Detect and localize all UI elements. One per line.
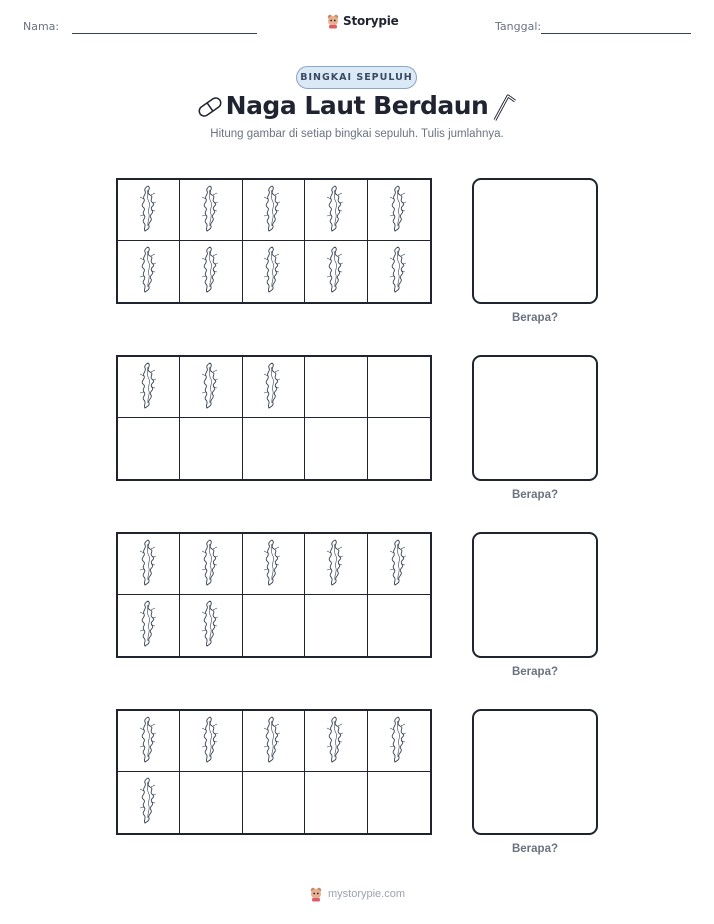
answer-box[interactable] bbox=[472, 709, 598, 835]
ten-frame-cell bbox=[368, 241, 430, 302]
straw-icon bbox=[489, 90, 519, 122]
ten-frame-cell bbox=[118, 180, 180, 241]
leafy-sea-dragon-icon bbox=[136, 715, 162, 768]
storypie-mascot-icon bbox=[309, 886, 323, 902]
leafy-sea-dragon-icon bbox=[386, 184, 412, 237]
ten-frame-cell bbox=[118, 241, 180, 302]
ten-frame-cell bbox=[243, 241, 305, 302]
ten-frame-cell bbox=[180, 534, 242, 595]
leafy-sea-dragon-icon bbox=[198, 361, 224, 414]
ten-frame-cell bbox=[180, 711, 242, 772]
footer bbox=[0, 886, 714, 902]
footer-url: mystorypie.com bbox=[327, 888, 406, 900]
answer-label: Berapa? bbox=[511, 843, 559, 855]
date-label: Tanggal: bbox=[495, 20, 542, 33]
leafy-sea-dragon-icon bbox=[136, 538, 162, 591]
leafy-sea-dragon-icon bbox=[323, 245, 349, 298]
ten-frame-cell bbox=[243, 772, 305, 833]
ten-frame-cell bbox=[305, 180, 367, 241]
answer-label: Berapa? bbox=[511, 666, 559, 678]
ten-frame-cell bbox=[368, 534, 430, 595]
ten-frame-cell bbox=[180, 357, 242, 418]
ten-frame-cell bbox=[118, 595, 180, 656]
ten-frame-cell bbox=[368, 180, 430, 241]
ten-frame-cell bbox=[305, 357, 367, 418]
leafy-sea-dragon-icon bbox=[136, 776, 162, 829]
ten-frame-cell bbox=[243, 711, 305, 772]
worksheet-type-badge: BINGKAI SEPULUH bbox=[296, 66, 417, 89]
ten-frame-cell bbox=[305, 772, 367, 833]
ten-frame-cell bbox=[368, 595, 430, 656]
ten-frame-cell bbox=[180, 772, 242, 833]
ten-frame-cell bbox=[243, 180, 305, 241]
leafy-sea-dragon-icon bbox=[136, 245, 162, 298]
ten-frame-cell bbox=[243, 595, 305, 656]
leafy-sea-dragon-icon bbox=[260, 538, 286, 591]
name-line[interactable] bbox=[72, 33, 257, 34]
ten-frame bbox=[116, 709, 432, 835]
ten-frame-cell bbox=[368, 772, 430, 833]
leafy-sea-dragon-icon bbox=[260, 184, 286, 237]
leafy-sea-dragon-icon bbox=[260, 361, 286, 414]
leafy-sea-dragon-icon bbox=[198, 245, 224, 298]
ten-frame bbox=[116, 532, 432, 658]
answer-box[interactable] bbox=[472, 532, 598, 658]
ten-frame-cell bbox=[305, 418, 367, 479]
leafy-sea-dragon-icon bbox=[136, 184, 162, 237]
instructions: Hitung gambar di setiap bingkai sepuluh. Tulis jumlahnya. bbox=[210, 128, 504, 140]
leafy-sea-dragon-icon bbox=[323, 184, 349, 237]
ten-frame-cell bbox=[305, 241, 367, 302]
leafy-sea-dragon-icon bbox=[198, 184, 224, 237]
ten-frame-cell bbox=[243, 418, 305, 479]
leafy-sea-dragon-icon bbox=[198, 538, 224, 591]
ten-frame-cell bbox=[180, 595, 242, 656]
ten-frame-cell bbox=[243, 357, 305, 418]
answer-box[interactable] bbox=[472, 178, 598, 304]
ten-frame-cell bbox=[118, 357, 180, 418]
ten-frame-cell bbox=[243, 534, 305, 595]
storypie-mascot-icon bbox=[326, 13, 340, 29]
ten-frame bbox=[116, 178, 432, 304]
ten-frame-cell bbox=[118, 418, 180, 479]
answer-box[interactable] bbox=[472, 355, 598, 481]
ten-frame-cell bbox=[305, 534, 367, 595]
ten-frame-cell bbox=[305, 711, 367, 772]
ten-frame-cell bbox=[180, 241, 242, 302]
page-title: Naga Laut Berdaun bbox=[225, 91, 489, 120]
ten-frame-cell bbox=[305, 595, 367, 656]
leafy-sea-dragon-icon bbox=[198, 599, 224, 652]
leafy-sea-dragon-icon bbox=[260, 715, 286, 768]
leafy-sea-dragon-icon bbox=[198, 715, 224, 768]
leafy-sea-dragon-icon bbox=[323, 538, 349, 591]
leafy-sea-dragon-icon bbox=[386, 538, 412, 591]
leafy-sea-dragon-icon bbox=[136, 599, 162, 652]
ten-frame-cell bbox=[118, 534, 180, 595]
ten-frame-cell bbox=[118, 772, 180, 833]
leafy-sea-dragon-icon bbox=[386, 715, 412, 768]
leafy-sea-dragon-icon bbox=[323, 715, 349, 768]
ten-frame-cell bbox=[118, 711, 180, 772]
ten-frame-cell bbox=[180, 418, 242, 479]
date-line[interactable] bbox=[541, 33, 691, 34]
brand-name: Storypie bbox=[343, 14, 399, 28]
answer-label: Berapa? bbox=[511, 312, 559, 324]
ten-frame-cell bbox=[368, 418, 430, 479]
ten-frame-cell bbox=[368, 711, 430, 772]
ten-frame-cell bbox=[180, 180, 242, 241]
leafy-sea-dragon-icon bbox=[386, 245, 412, 298]
ten-frame bbox=[116, 355, 432, 481]
ten-frame-cell bbox=[368, 357, 430, 418]
leafy-sea-dragon-icon bbox=[136, 361, 162, 414]
brand-logo bbox=[326, 13, 399, 29]
leafy-sea-dragon-icon bbox=[260, 245, 286, 298]
answer-label: Berapa? bbox=[511, 489, 559, 501]
name-label: Nama: bbox=[23, 20, 60, 33]
